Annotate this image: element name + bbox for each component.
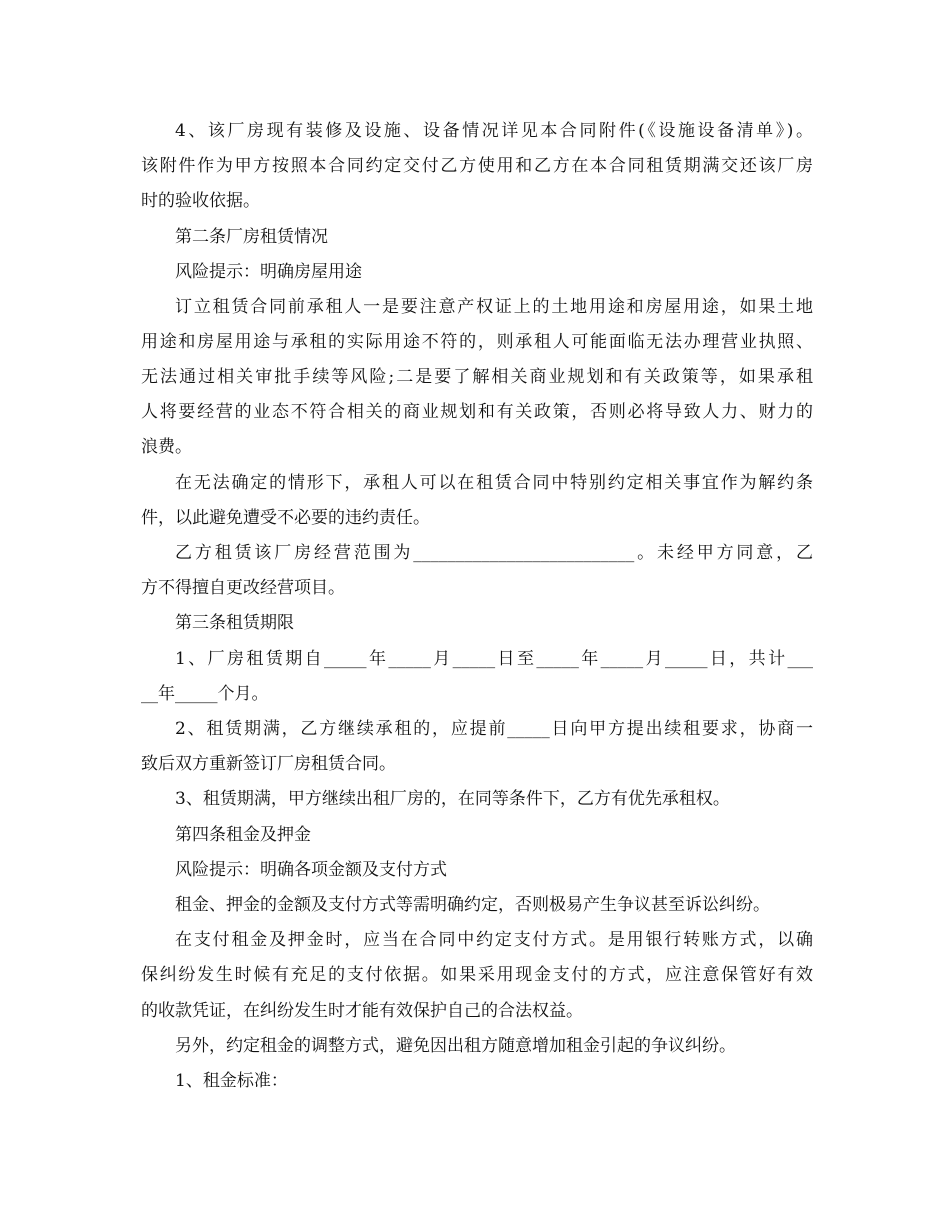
paragraph-line: 浪费。 xyxy=(141,437,192,457)
paragraph-line: 致后双方重新签订厂房租赁合同。 xyxy=(141,754,396,774)
paragraph-line: 4、该厂房现有装修及设施、设备情况详见本合同附件(《设施设备清单》)。 xyxy=(175,121,813,141)
paragraph-line: 租金、押金的金额及支付方式等需明确约定，否则极易产生争议甚至诉讼纠纷。 xyxy=(175,895,770,915)
paragraph-line: 另外，约定租金的调整方式，避免因出租方随意增加租金引起的争议纠纷。 xyxy=(175,1036,736,1056)
list-item: 1、租金标准： xyxy=(175,1071,288,1091)
section-heading: 第二条厂房租赁情况 xyxy=(175,227,328,247)
paragraph-line: 方不得擅自更改经营项目。 xyxy=(141,578,345,598)
paragraph-line: 在无法确定的情形下，承租人可以在租赁合同中特别约定相关事宜作为解约条 xyxy=(175,473,813,493)
paragraph-line: 人将要经营的业态不符合相关的商业规划和有关政策，否则必将导致人力、财力的 xyxy=(141,402,813,422)
paragraph-line: 保纠纷发生时候有充足的支付依据。如果采用现金支付的方式，应注意保管好有效 xyxy=(141,965,813,985)
risk-tip: 风险提示：明确各项金额及支付方式 xyxy=(175,860,447,880)
paragraph-line: 乙方租赁该厂房经营范围为__________________________。未经甲方同意，乙 xyxy=(175,543,813,563)
paragraph-line: 件，以此避免遭受不必要的违约责任。 xyxy=(141,508,430,528)
paragraph-line: 3、租赁期满，甲方继续出租厂房的，在同等条件下，乙方有优先承租权。 xyxy=(175,789,730,809)
paragraph-line: 无法通过相关审批手续等风险;二是要了解相关商业规划和有关政策等，如果承租 xyxy=(141,367,813,387)
section-heading: 第三条租赁期限 xyxy=(175,613,294,633)
paragraph-line: 在支付租金及押金时，应当在合同中约定支付方式。是用银行转账方式，以确 xyxy=(175,930,813,950)
paragraph-line: 时的验收依据。 xyxy=(141,191,260,211)
paragraph-line: 1、厂房租赁期自_____年_____月_____日至_____年_____月_____日，共计___ xyxy=(175,649,813,669)
paragraph-line: 该附件作为甲方按照本合同约定交付乙方使用和乙方在本合同租赁期满交还该厂房 xyxy=(141,156,813,176)
paragraph-line: 2、租赁期满，乙方继续承租的，应提前_____日向甲方提出续租要求，协商一 xyxy=(175,719,813,739)
section-heading: 第四条租金及押金 xyxy=(175,825,311,845)
paragraph-line: 用途和房屋用途与承租的实际用途不符的，则承租人可能面临无法办理营业执照、 xyxy=(141,332,813,352)
paragraph-line: __年_____个月。 xyxy=(141,684,269,704)
risk-tip: 风险提示：明确房屋用途 xyxy=(175,262,362,282)
paragraph-line: 订立租赁合同前承租人一是要注意产权证上的土地用途和房屋用途，如果土地 xyxy=(175,297,813,317)
paragraph-line: 的收款凭证，在纠纷发生时才能有效保护自己的合法权益。 xyxy=(141,1001,583,1021)
